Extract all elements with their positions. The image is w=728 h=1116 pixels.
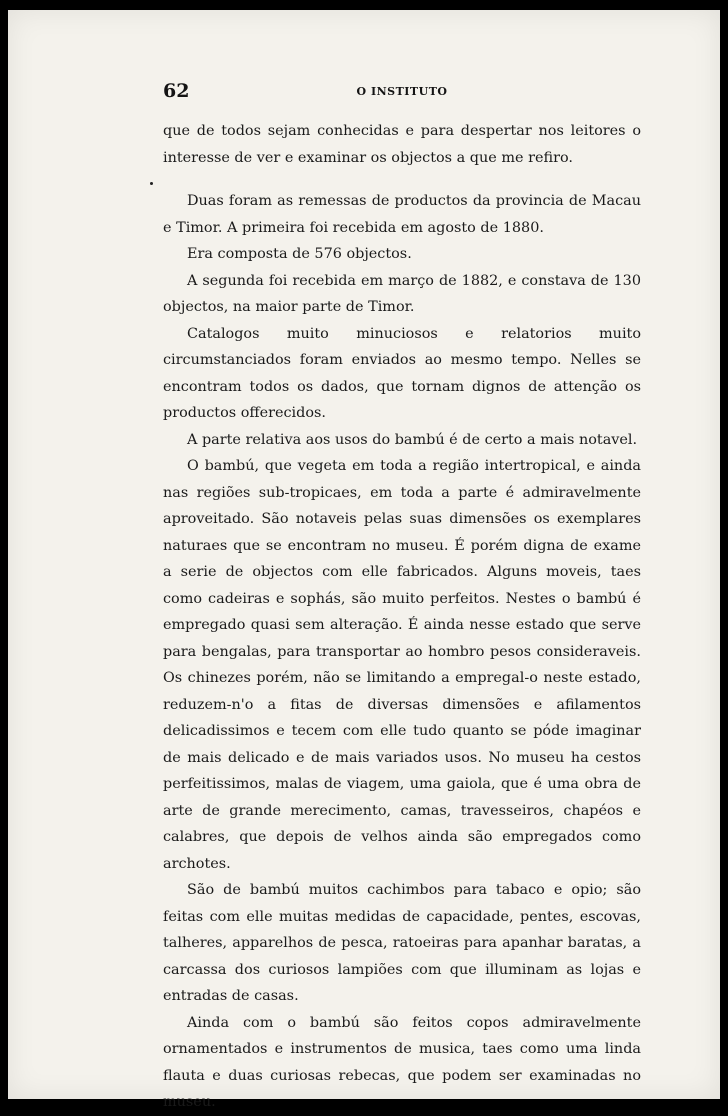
paragraph-bambu-notavel: A parte relativa aos usos do bambú é de certo a mais notavel. bbox=[187, 431, 638, 448]
paragraph-cachimbos: São de bambú muitos cachimbos para tabaco e opio; são feitas com elle muitas medidas de capacidade, pentes, escovas, talheres, apparelhos de pesca, ratoeiras para apanhar baratas, a carcassa dos curiosos lampiões com que illuminam as lojas e entradas de casas. bbox=[163, 882, 641, 1004]
running-title: O INSTITUTO bbox=[356, 85, 448, 98]
paragraph-catalogos: Catalogos muito minuciosos e relatorios muito circumstanciados foram enviados ao mesmo tempo. Nelles se encontram todos os dados, que tornam dignos de attenção os productos offerecidos. bbox=[163, 325, 641, 421]
page-header bbox=[163, 80, 641, 104]
paragraph-copos: Ainda com o bambú são feitos copos admiravelmente ornamentados e instrumentos de musica, taes como uma linda flauta e duas curiosas rebecas, que podem ser examinadas no museu. bbox=[163, 1014, 641, 1110]
paragraph-composicao: Era composta de 576 objectos. bbox=[187, 246, 412, 262]
ink-speck bbox=[150, 182, 153, 185]
paragraph-continuation: que de todos sejam conhecidas e para despertar nos leitores o interesse de ver e examinar os objectos a que me refiro. bbox=[163, 123, 641, 166]
body-text bbox=[163, 118, 641, 1116]
paragraph-segunda-remessa: A segunda foi recebida em março de 1882, e constava de 130 objectos, na maior parte de Timor. bbox=[163, 272, 641, 315]
page-number: 62 bbox=[163, 80, 190, 102]
paragraph-remessas: Duas foram as remessas de productos da provincia de Macau e Timor. A primeira foi recebida em agosto de 1880. bbox=[163, 193, 641, 236]
paragraph-bambu-usos: O bambú, que vegeta em toda a região intertropical, e ainda nas regiões sub-tropicaes, em toda a parte é admiravelmente aproveitado. São notaveis pelas suas dimensões os exemplares naturaes que se encontram no museu. É porém digna de exame a serie de objectos com elle fabricados. Alguns moveis, taes como cadeiras e sophás, são muito perfeitos. Nestes o bambú é empregado quasi sem alteração. É ainda nesse estado que serve para bengalas, para transportar ao hombro pesos consideraveis. Os chinezes porém, não se limitando a empregal-o neste estado, reduzem-n'o a fitas de diversas dimensões e afilamentos delicadissimos e tecem com elle tudo quanto se póde imaginar de mais delicado e de mais variados usos. No museu ha cestos perfeitissimos, malas de viagem, uma gaiola, que é uma obra de arte de grande merecimento, camas, travesseiros, chapéos e calabres, que depois de velhos ainda são empregados como archotes. bbox=[163, 458, 641, 872]
